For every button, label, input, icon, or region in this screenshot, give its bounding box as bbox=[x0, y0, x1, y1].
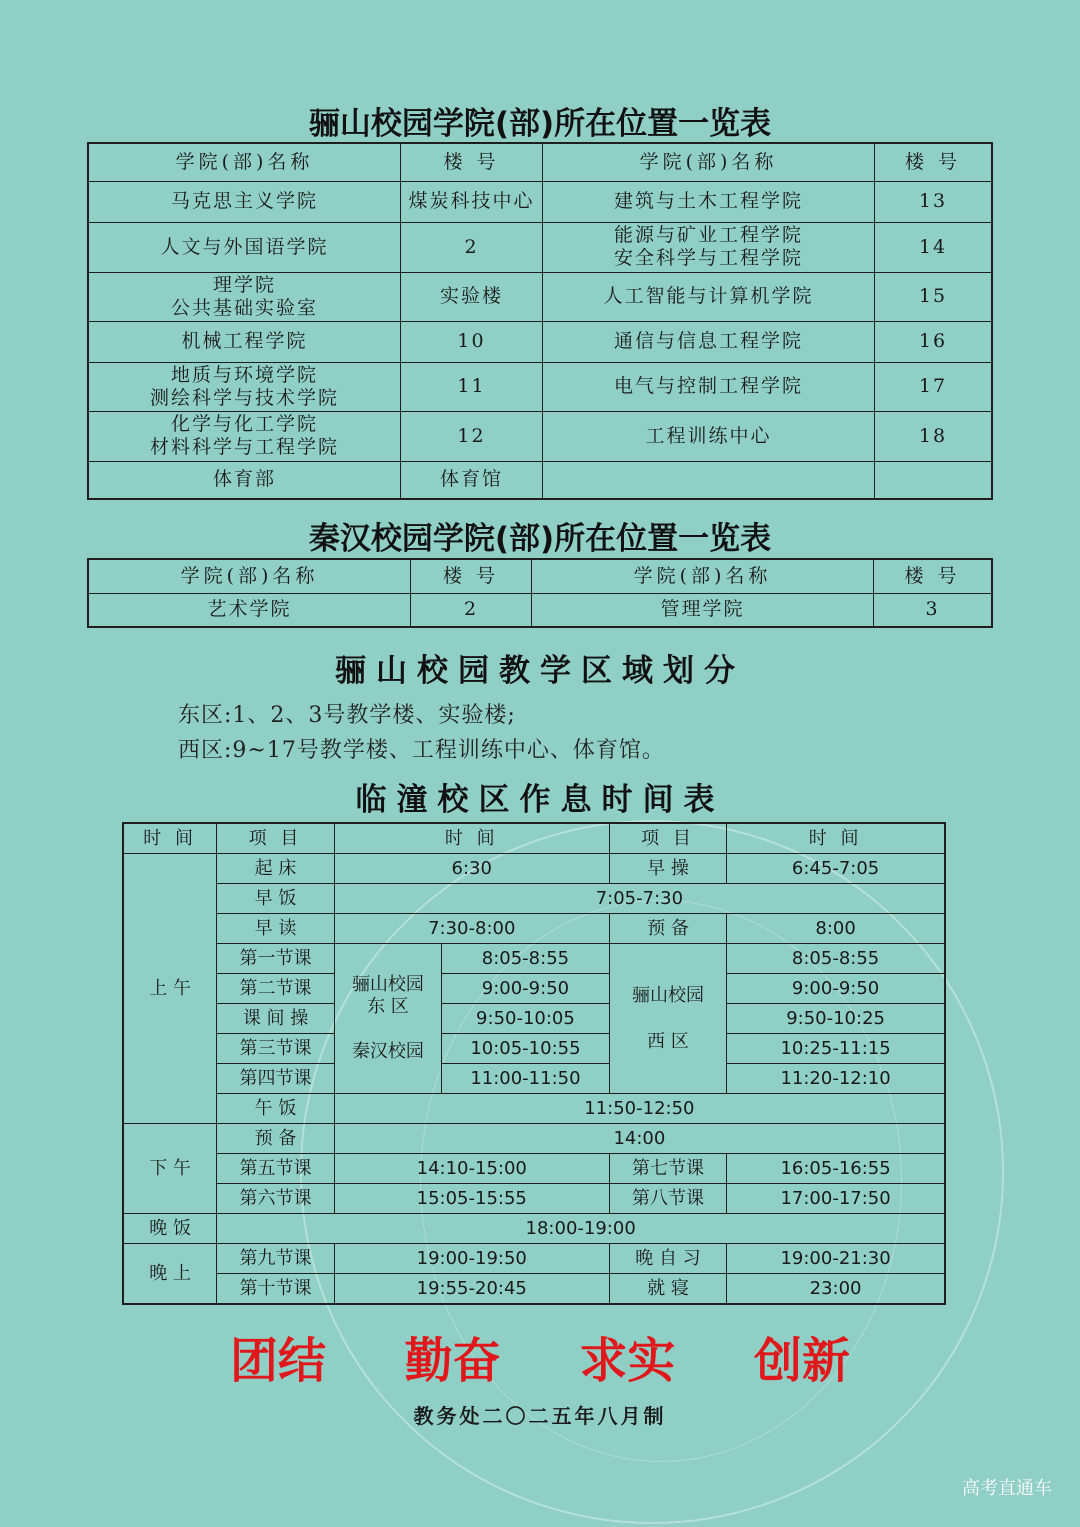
table-row: 午 饭 11:50-12:50 bbox=[123, 1094, 945, 1124]
table-row: 下 午 预 备 14:00 bbox=[123, 1124, 945, 1154]
table-row: 第六节课 15:05-15:55 第八节课 17:00-17:50 bbox=[123, 1184, 945, 1214]
header-name: 学院(部)名称 bbox=[543, 143, 875, 181]
watermark-text: 高考直通车 bbox=[962, 1478, 1052, 1499]
table-row: 上 午 起 床 6:30 早 操 6:45-7:05 bbox=[123, 854, 945, 884]
table-row: 第五节课 14:10-15:00 第七节课 16:05-16:55 bbox=[123, 1154, 945, 1184]
table-row: 理学院 公共基础实验室 实验楼 人工智能与计算机学院 15 bbox=[88, 272, 992, 321]
schedule-table bbox=[122, 822, 946, 1305]
motto bbox=[230, 1322, 850, 1391]
header-name: 学院(部)名称 bbox=[88, 143, 401, 181]
qinhan-title: 秦汉校园学院(部)所在位置一览表 bbox=[308, 521, 772, 557]
campus-west-cell: 骊山校园 西 区 bbox=[609, 944, 726, 1094]
table-row: 第一节课 骊山校园 东 区 秦汉校园 8:05-8:55 骊山校园 西 区 8:05-8:55 bbox=[123, 944, 945, 974]
table-row: 第三节课 10:05-10:55 10:25-11:15 bbox=[123, 1034, 945, 1064]
header-building: 楼 号 bbox=[401, 143, 543, 181]
motto-word: 团结 bbox=[230, 1333, 327, 1389]
table-row: 体育部 体育馆 bbox=[88, 461, 992, 499]
table-row: 第十节课 19:55-20:45 就 寝 23:00 bbox=[123, 1274, 945, 1305]
table-row: 第四节课 11:00-11:50 11:20-12:10 bbox=[123, 1064, 945, 1094]
schedule-title: 临潼校区作息时间表 bbox=[355, 782, 725, 818]
table-row: 课 间 操 9:50-10:05 9:50-10:25 bbox=[123, 1004, 945, 1034]
zone-east: 东区:1、2、3号教学楼、实验楼; bbox=[178, 703, 516, 728]
motto-word: 勤奋 bbox=[404, 1333, 501, 1389]
zone-title: 骊山校园教学区域划分 bbox=[335, 653, 745, 689]
table-row: 晚 饭 18:00-19:00 bbox=[123, 1214, 945, 1244]
table-row: 早 饭 7:05-7:30 bbox=[123, 884, 945, 914]
footer-issuer: 教务处二〇二五年八月制 bbox=[413, 1404, 667, 1428]
table-row: 化学与化工学院 材料科学与工程学院 12 工程训练中心 18 bbox=[88, 411, 992, 461]
campus-east-cell: 骊山校园 东 区 秦汉校园 bbox=[334, 944, 441, 1094]
table-row: 艺术学院 2 管理学院 3 bbox=[88, 593, 992, 627]
table-row: 第二节课 9:00-9:50 9:00-9:50 bbox=[123, 974, 945, 1004]
header-building: 楼 号 bbox=[875, 143, 993, 181]
table-header-row: 时 间 项 目 时 间 项 目 时 间 bbox=[123, 823, 945, 854]
table-row: 马克思主义学院 煤炭科技中心 建筑与土木工程学院 13 bbox=[88, 181, 992, 222]
motto-word: 求实 bbox=[579, 1333, 676, 1389]
table-header-row: 学院(部)名称 楼 号 学院(部)名称 楼 号 bbox=[88, 559, 992, 593]
table-row: 机械工程学院 10 通信与信息工程学院 16 bbox=[88, 321, 992, 362]
lishan-college-table bbox=[87, 142, 993, 500]
table-row: 晚 上 第九节课 19:00-19:50 晚 自 习 19:00-21:30 bbox=[123, 1244, 945, 1274]
motto-word: 创新 bbox=[753, 1333, 850, 1389]
table-row: 地质与环境学院 测绘科学与技术学院 11 电气与控制工程学院 17 bbox=[88, 362, 992, 411]
table-row: 人文与外国语学院 2 能源与矿业工程学院 安全科学与工程学院 14 bbox=[88, 222, 992, 272]
lishan-title: 骊山校园学院(部)所在位置一览表 bbox=[308, 106, 772, 142]
table-header-row bbox=[88, 143, 992, 181]
zone-west: 西区:9~17号教学楼、工程训练中心、体育馆。 bbox=[178, 738, 665, 763]
qinhan-college-table bbox=[87, 558, 993, 628]
table-row: 早 读 7:30-8:00 预 备 8:00 bbox=[123, 914, 945, 944]
